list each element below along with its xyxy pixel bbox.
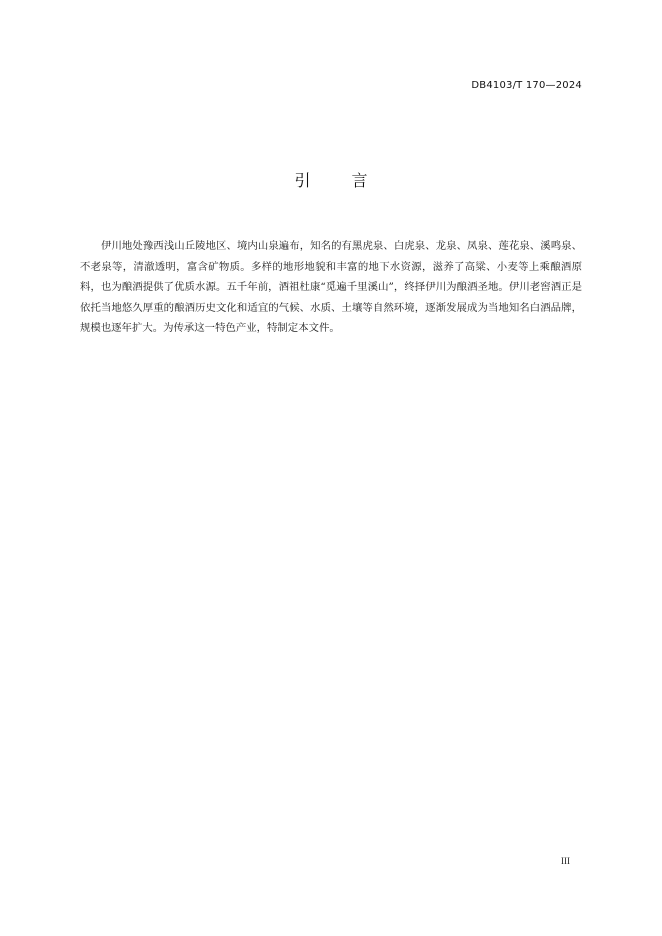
document-code: DB4103/T 170—2024: [471, 80, 582, 91]
page-number: III: [561, 856, 570, 866]
section-title: 引 言: [294, 171, 386, 190]
introduction-paragraph: 伊川地处豫西浅山丘陵地区、境内山泉遍布，知名的有黑虎泉、白虎泉、龙泉、凤泉、莲花泉、溪鸣泉、不老泉等，清澈透明，富含矿物质。多样的地形地貌和丰富的地下水资源，滋养了高粱、小麦等上乘酿酒原料，也为酿酒提供了优质水源。五千年前，酒祖杜康“觅遍千里溪山”，终择伊川为酿酒圣地。伊川老窖酒正是依托当地悠久厚重的酿酒历史文化和适宜的气候、水质、土壤等自然环境，逐渐发展成为当地知名白酒品牌，规模也逐年扩大。为传承这一特色产业，特制定本文件。: [80, 240, 582, 334]
